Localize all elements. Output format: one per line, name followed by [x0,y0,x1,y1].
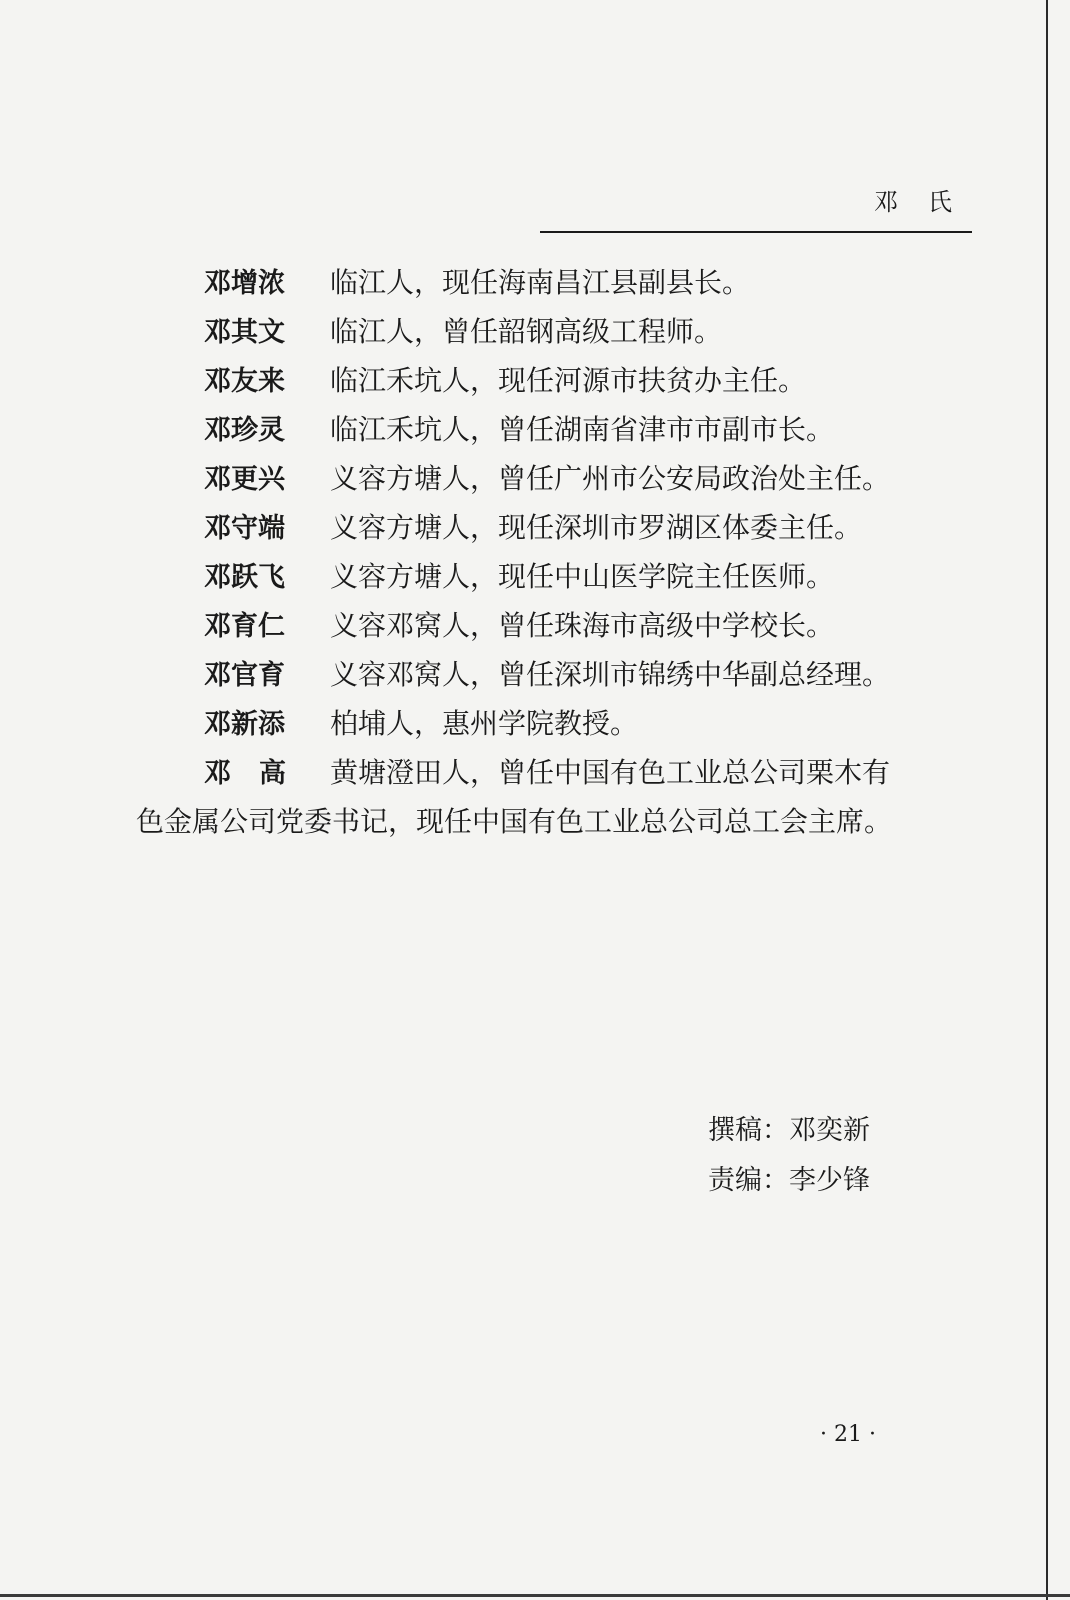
scan-edge-line [1046,0,1048,1600]
list-item [120,454,980,503]
person-name: 邓更兴 [204,464,285,495]
person-name: 邓友来 [204,366,285,397]
person-name: 邓育仁 [204,611,285,642]
person-description: 临江禾坑人，现任河源市扶贫办主任。 [330,364,807,397]
scan-bottom-line [0,1594,1070,1597]
person-name: 邓官育 [204,660,285,691]
person-description: 义容邓窝人，曾任珠海市高级中学校长。 [330,609,835,642]
list-item [120,356,980,405]
person-description: 黄塘澄田人，曾任中国有色工业总公司栗木有 [330,756,891,789]
biography-list [120,258,980,846]
person-name: 邓其文 [204,317,285,348]
list-item [120,405,980,454]
person-name: 邓跃飞 [204,562,285,593]
list-item [120,503,980,552]
list-item [120,601,980,650]
running-header-title: 邓氏 [874,188,982,216]
person-name: 邓高 [204,758,314,789]
list-item [120,699,980,748]
author-credit: 撰稿：邓奕新 [708,1115,870,1146]
list-item [120,748,980,797]
list-item [120,650,980,699]
person-description: 柏埔人，惠州学院教授。 [330,707,639,740]
list-item [120,307,980,356]
person-name: 邓增浓 [204,268,285,299]
credits-block [708,1106,948,1206]
editor-credit: 责编：李少锋 [708,1165,870,1196]
person-name: 邓新添 [204,709,285,740]
list-item [120,552,980,601]
person-name: 邓珍灵 [204,415,285,446]
person-description: 临江人，曾任韶钢高级工程师。 [330,315,723,348]
person-description: 临江人，现任海南昌江县副县长。 [330,266,751,299]
person-description: 义容方塘人，现任深圳市罗湖区体委主任。 [330,511,863,544]
person-description: 临江禾坑人，曾任湖南省津市市副市长。 [330,413,835,446]
person-name: 邓守端 [204,513,285,544]
person-description-continued: 色金属公司党委书记，现任中国有色工业总公司总工会主席。 [136,805,893,838]
page-number: · 21 · [820,1422,876,1447]
person-description: 义容邓窝人，曾任深圳市锦绣中华副总经理。 [330,658,891,691]
list-item [120,258,980,307]
person-description: 义容方塘人，曾任广州市公安局政治处主任。 [330,462,891,495]
header-rule [540,231,972,233]
running-header [540,182,982,222]
person-description: 义容方塘人，现任中山医学院主任医师。 [330,560,835,593]
